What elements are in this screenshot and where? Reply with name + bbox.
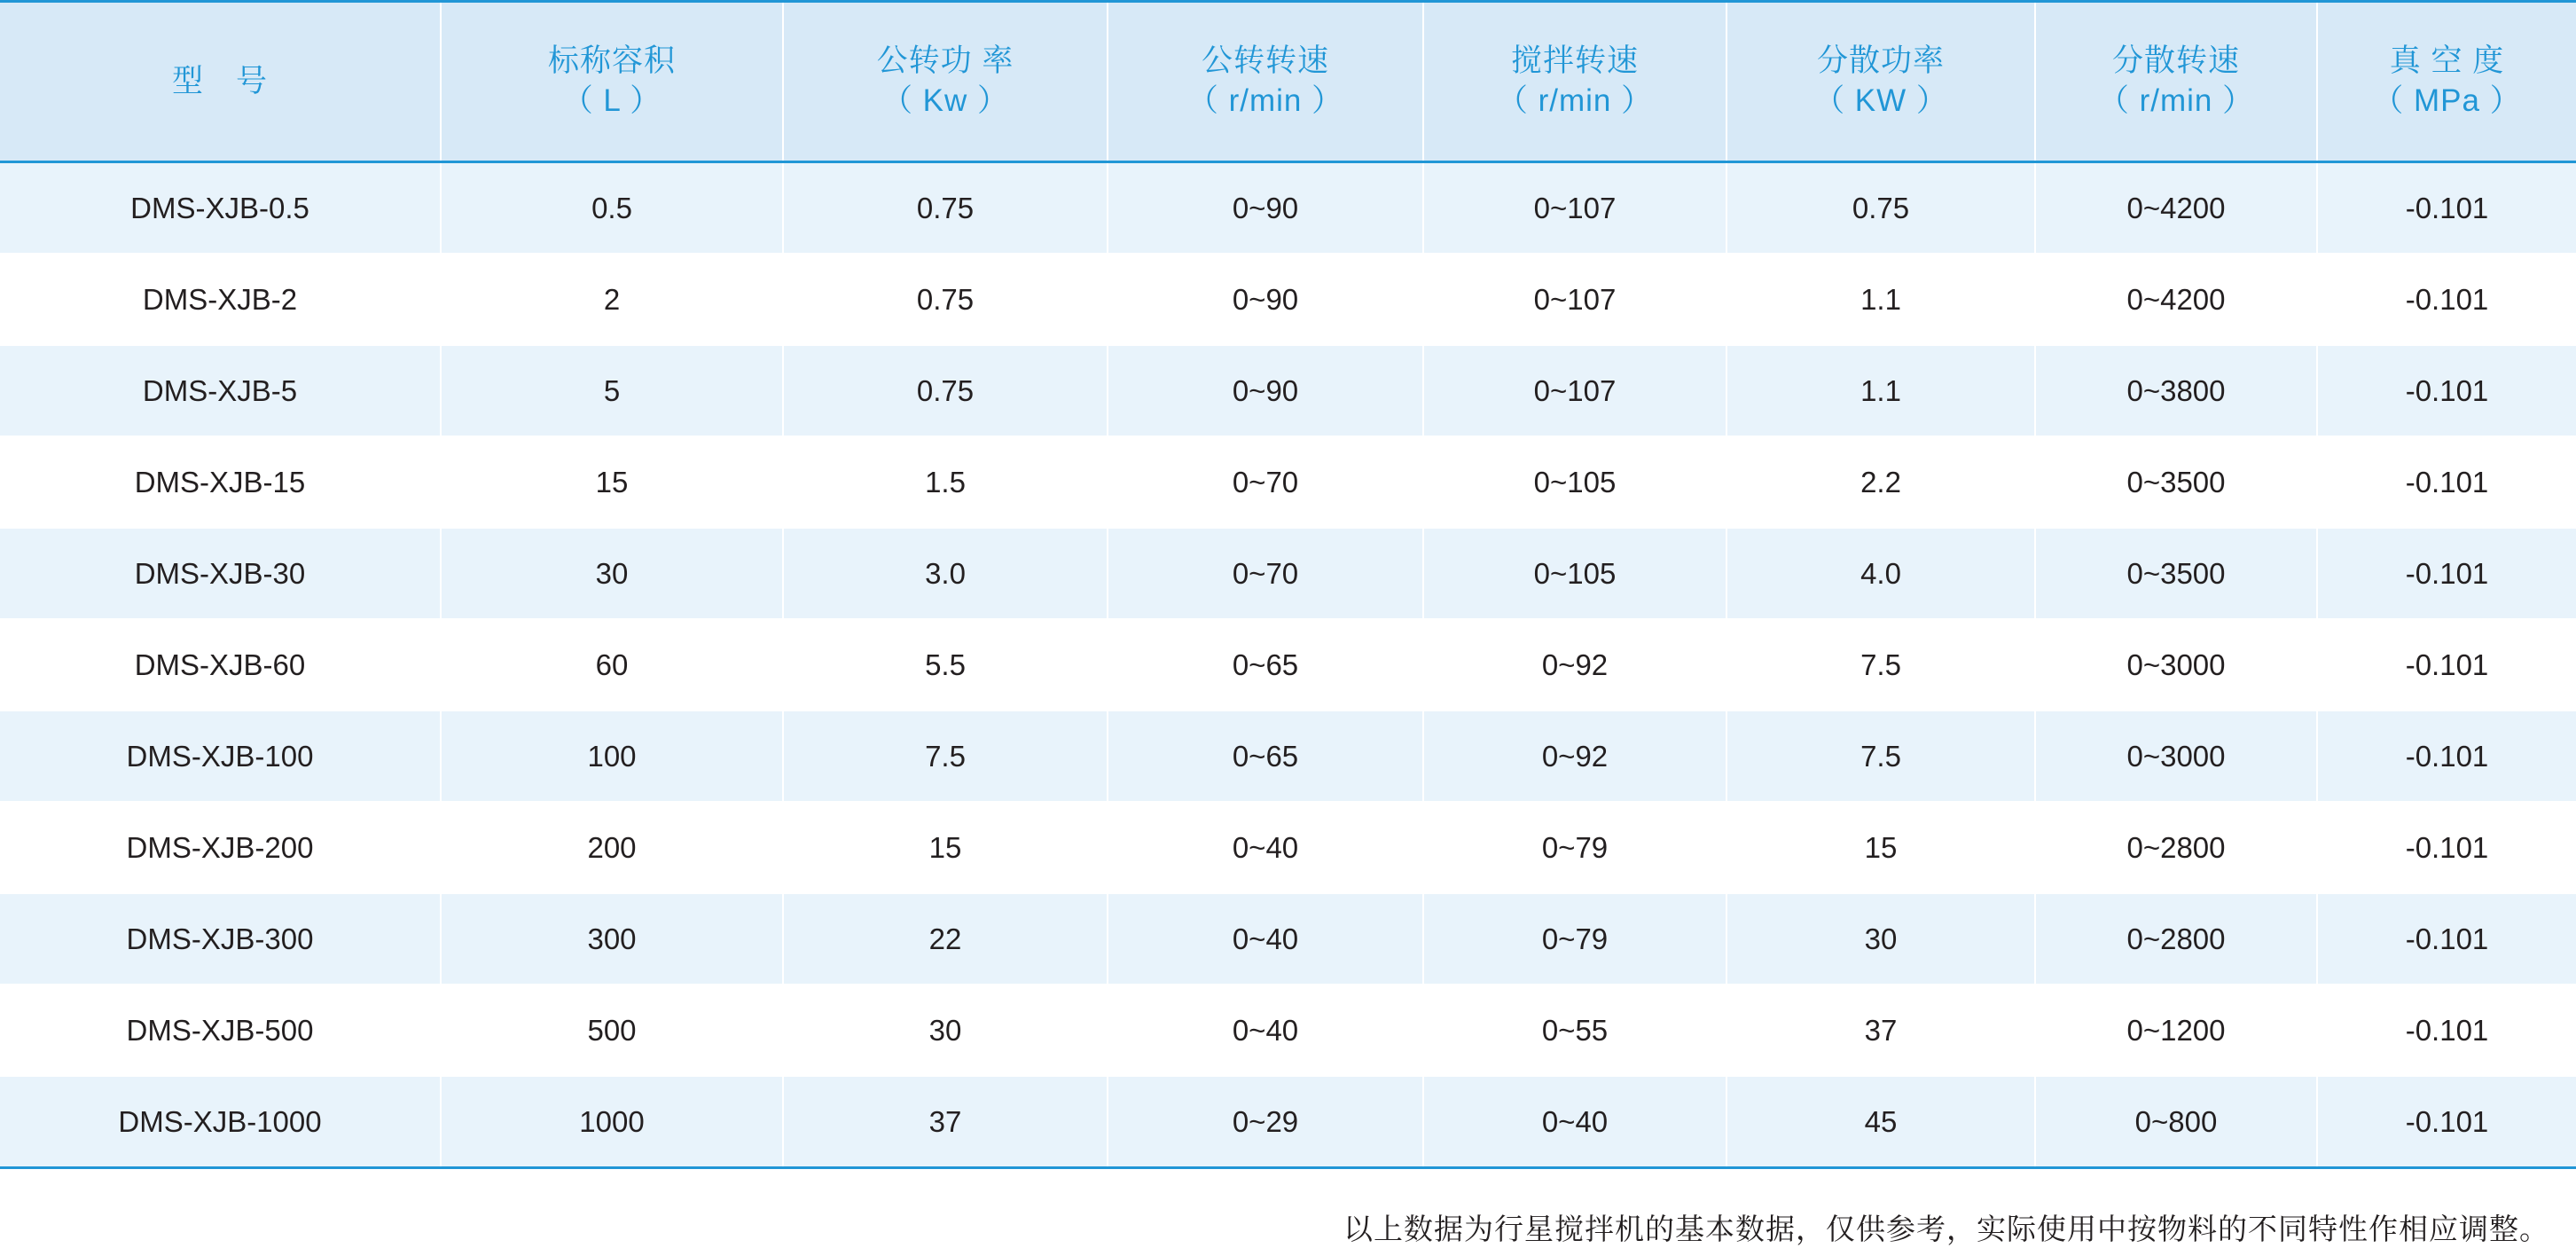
column-header-dispersion-power	[1726, 2, 2035, 162]
table-row	[0, 1076, 2576, 1168]
cell-dispersion-speed: 0~3000	[2035, 710, 2317, 802]
cell-vacuum: -0.101	[2317, 345, 2576, 436]
table-row	[0, 893, 2576, 985]
cell-dispersion-speed: 0~4200	[2035, 254, 2317, 345]
cell-vacuum: -0.101	[2317, 710, 2576, 802]
cell-revolution-power: 15	[783, 802, 1108, 893]
cell-revolution-speed: 0~90	[1108, 254, 1423, 345]
cell-model: DMS-XJB-5	[0, 345, 441, 436]
table-row	[0, 254, 2576, 345]
column-header-revolution-speed	[1108, 2, 1423, 162]
column-header-mixing-speed	[1423, 2, 1726, 162]
cell-nominal-volume: 0.5	[441, 162, 783, 255]
cell-model: DMS-XJB-100	[0, 710, 441, 802]
cell-vacuum: -0.101	[2317, 254, 2576, 345]
cell-revolution-speed: 0~65	[1108, 710, 1423, 802]
cell-revolution-power: 30	[783, 985, 1108, 1076]
cell-vacuum: -0.101	[2317, 162, 2576, 255]
cell-mixing-speed: 0~105	[1423, 436, 1726, 528]
cell-dispersion-power: 37	[1726, 985, 2035, 1076]
cell-revolution-power: 5.5	[783, 619, 1108, 710]
cell-dispersion-power: 15	[1726, 802, 2035, 893]
cell-nominal-volume: 5	[441, 345, 783, 436]
cell-revolution-speed: 0~40	[1108, 802, 1423, 893]
table-body	[0, 162, 2576, 1168]
cell-mixing-speed: 0~92	[1423, 710, 1726, 802]
cell-revolution-power: 22	[783, 893, 1108, 985]
cell-mixing-speed: 0~107	[1423, 254, 1726, 345]
cell-revolution-speed: 0~90	[1108, 162, 1423, 255]
cell-dispersion-power: 4.0	[1726, 528, 2035, 619]
cell-model: DMS-XJB-500	[0, 985, 441, 1076]
table-row	[0, 162, 2576, 255]
cell-revolution-power: 37	[783, 1076, 1108, 1168]
cell-dispersion-speed: 0~3500	[2035, 436, 2317, 528]
cell-dispersion-speed: 0~4200	[2035, 162, 2317, 255]
column-header-line2: （ r/min ）	[2097, 83, 2255, 118]
cell-revolution-speed: 0~90	[1108, 345, 1423, 436]
column-header-nominal-volume	[441, 2, 783, 162]
cell-dispersion-power: 30	[1726, 893, 2035, 985]
cell-revolution-speed: 0~40	[1108, 985, 1423, 1076]
cell-mixing-speed: 0~40	[1423, 1076, 1726, 1168]
cell-dispersion-speed: 0~3500	[2035, 528, 2317, 619]
cell-revolution-speed: 0~40	[1108, 893, 1423, 985]
column-header-dispersion-speed	[2035, 2, 2317, 162]
cell-dispersion-speed: 0~2800	[2035, 802, 2317, 893]
column-header-line2: （ r/min ）	[1496, 83, 1654, 118]
column-header-line1: 真 空 度	[2389, 43, 2505, 79]
cell-mixing-speed: 0~79	[1423, 893, 1726, 985]
cell-nominal-volume: 1000	[441, 1076, 783, 1168]
cell-revolution-speed: 0~29	[1108, 1076, 1423, 1168]
header-row	[0, 2, 2576, 162]
cell-model: DMS-XJB-15	[0, 436, 441, 528]
cell-revolution-power: 0.75	[783, 345, 1108, 436]
cell-model: DMS-XJB-30	[0, 528, 441, 619]
cell-dispersion-power: 1.1	[1726, 254, 2035, 345]
cell-revolution-speed: 0~65	[1108, 619, 1423, 710]
cell-vacuum: -0.101	[2317, 528, 2576, 619]
cell-nominal-volume: 15	[441, 436, 783, 528]
cell-nominal-volume: 60	[441, 619, 783, 710]
cell-model: DMS-XJB-2	[0, 254, 441, 345]
cell-model: DMS-XJB-0.5	[0, 162, 441, 255]
cell-revolution-power: 3.0	[783, 528, 1108, 619]
cell-nominal-volume: 100	[441, 710, 783, 802]
cell-vacuum: -0.101	[2317, 893, 2576, 985]
cell-dispersion-power: 2.2	[1726, 436, 2035, 528]
cell-vacuum: -0.101	[2317, 1076, 2576, 1168]
column-header-line1: 分散转速	[2111, 43, 2240, 79]
table-row	[0, 619, 2576, 710]
cell-mixing-speed: 0~55	[1423, 985, 1726, 1076]
cell-mixing-speed: 0~79	[1423, 802, 1726, 893]
cell-vacuum: -0.101	[2317, 985, 2576, 1076]
table-row	[0, 345, 2576, 436]
cell-revolution-power: 0.75	[783, 254, 1108, 345]
cell-dispersion-speed: 0~2800	[2035, 893, 2317, 985]
column-header-line1: 型 号	[171, 63, 268, 98]
cell-dispersion-speed: 0~1200	[2035, 985, 2317, 1076]
cell-revolution-power: 0.75	[783, 162, 1108, 255]
table-row	[0, 436, 2576, 528]
column-header-model	[0, 2, 441, 162]
table-row	[0, 802, 2576, 893]
cell-nominal-volume: 300	[441, 893, 783, 985]
column-header-line2: （ KW ）	[1813, 83, 1948, 118]
cell-model: DMS-XJB-300	[0, 893, 441, 985]
column-header-line1: 标称容积	[547, 43, 676, 79]
cell-mixing-speed: 0~105	[1423, 528, 1726, 619]
cell-model: DMS-XJB-1000	[0, 1076, 441, 1168]
column-header-line2: （ Kw ）	[881, 83, 1010, 118]
column-header-revolution-power	[783, 2, 1108, 162]
cell-mixing-speed: 0~92	[1423, 619, 1726, 710]
cell-vacuum: -0.101	[2317, 436, 2576, 528]
table-footnote: 以上数据为行星搅拌机的基本数据，仅供参考，实际使用中按物料的不同特性作相应调整。	[1343, 1213, 2549, 1245]
column-header-line1: 公转功 率	[876, 43, 1014, 79]
table-row	[0, 710, 2576, 802]
column-header-line1: 分散功率	[1816, 43, 1945, 79]
column-header-line2: （ MPa ）	[2372, 83, 2522, 118]
cell-revolution-power: 7.5	[783, 710, 1108, 802]
table-row	[0, 985, 2576, 1076]
cell-dispersion-power: 1.1	[1726, 345, 2035, 436]
table-row	[0, 528, 2576, 619]
column-header-line2: （ r/min ）	[1186, 83, 1344, 118]
cell-nominal-volume: 2	[441, 254, 783, 345]
column-header-vacuum	[2317, 2, 2576, 162]
cell-dispersion-speed: 0~3000	[2035, 619, 2317, 710]
cell-mixing-speed: 0~107	[1423, 345, 1726, 436]
cell-vacuum: -0.101	[2317, 619, 2576, 710]
cell-model: DMS-XJB-60	[0, 619, 441, 710]
cell-nominal-volume: 500	[441, 985, 783, 1076]
cell-dispersion-power: 7.5	[1726, 619, 2035, 710]
cell-nominal-volume: 200	[441, 802, 783, 893]
cell-mixing-speed: 0~107	[1423, 162, 1726, 255]
column-header-line1: 搅拌转速	[1510, 43, 1639, 79]
cell-dispersion-power: 0.75	[1726, 162, 2035, 255]
cell-revolution-power: 1.5	[783, 436, 1108, 528]
cell-dispersion-speed: 0~800	[2035, 1076, 2317, 1168]
column-header-line2: （ L ）	[561, 83, 662, 118]
cell-dispersion-speed: 0~3800	[2035, 345, 2317, 436]
cell-vacuum: -0.101	[2317, 802, 2576, 893]
cell-model: DMS-XJB-200	[0, 802, 441, 893]
cell-dispersion-power: 45	[1726, 1076, 2035, 1168]
table-header	[0, 2, 2576, 162]
cell-dispersion-power: 7.5	[1726, 710, 2035, 802]
column-header-line1: 公转转速	[1201, 43, 1329, 79]
cell-nominal-volume: 30	[441, 528, 783, 619]
cell-revolution-speed: 0~70	[1108, 528, 1423, 619]
cell-revolution-speed: 0~70	[1108, 436, 1423, 528]
